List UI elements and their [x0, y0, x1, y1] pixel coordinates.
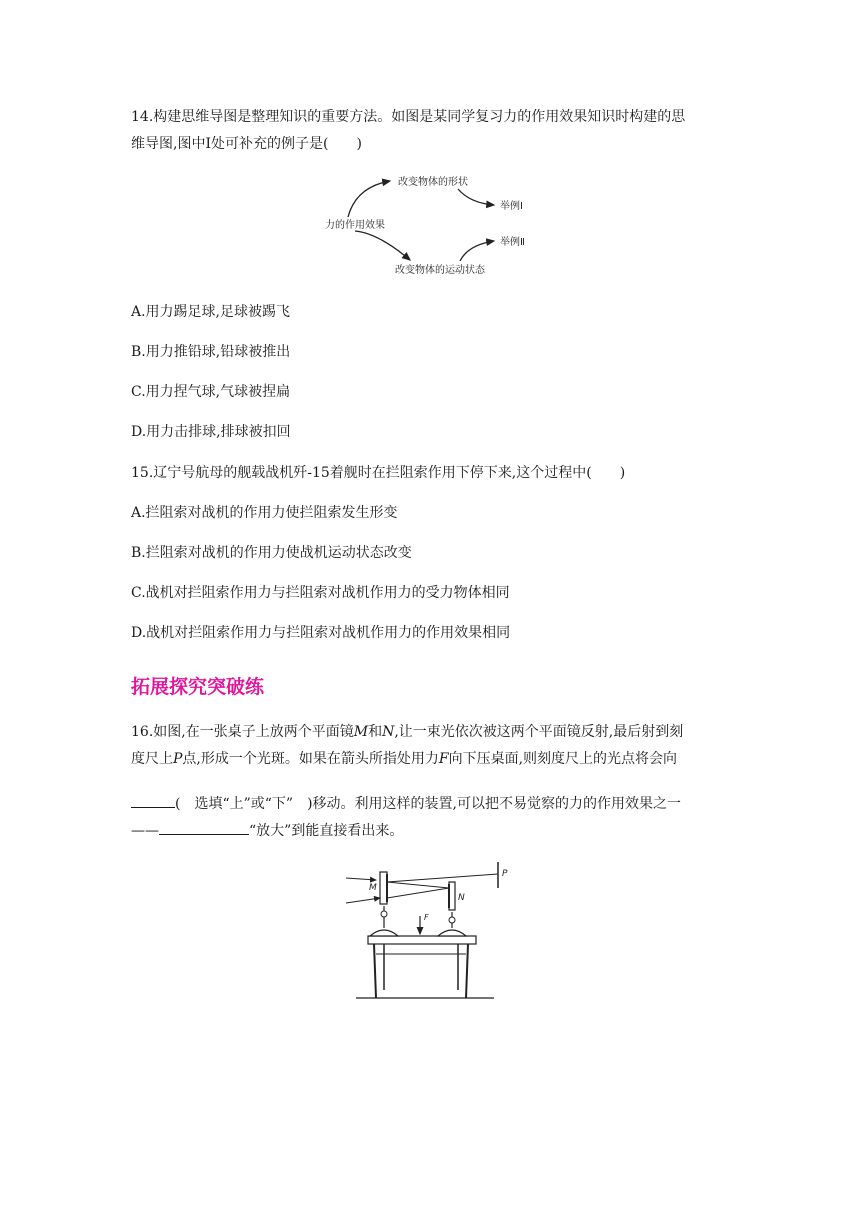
diagram-arrow-top-to-example: [458, 189, 494, 205]
q16-text: 点,形成一个光斑。如果在箭头所指处用力: [182, 751, 439, 767]
reflected-ray-3: [387, 874, 498, 882]
table-top: [368, 936, 476, 944]
answer-blank-1[interactable]: [131, 791, 175, 808]
q16-text: 和: [368, 724, 383, 740]
q16-var-n: N: [382, 724, 395, 740]
diagram-arrow-bottom-to-example: [460, 241, 494, 261]
diagram-arrow-root-to-top: [348, 181, 390, 217]
q16-var-m: M: [353, 724, 369, 740]
table-leg: [374, 944, 376, 998]
q14-stem-line1: 14.构建思维导图是整理知识的重要方法。如图是某同学复习力的作用效果知识时构建的思: [131, 109, 686, 125]
q16-stem-line1: [131, 722, 683, 742]
reflected-ray-2: [387, 882, 449, 888]
q15-option-b: B.拦阻索对战机的作用力使战机运动状态改变: [131, 545, 412, 561]
mirror-m: [380, 872, 387, 904]
q15-option-c: C.战机对拦阻索作用力与拦阻索对战机作用力的受力物体相同: [131, 585, 510, 601]
answer-blank-2[interactable]: [159, 818, 249, 835]
q16-text: ( 选填“上”或“下” )移动。利用这样的装置,可以把不易觉察的力的作用效果之一: [175, 796, 682, 812]
reflected-ray-1: [387, 888, 449, 898]
q14-option-b: B.用力推铅球,铅球被推出: [131, 344, 291, 360]
diagram-branch-bottom-label: 改变物体的运动状态: [395, 265, 485, 276]
q16-stem-line4: [131, 818, 403, 841]
q14-option-a: A.用力踢足球,足球被踢飞: [131, 304, 291, 320]
q14-option-d: D.用力击排球,排球被扣回: [131, 424, 291, 440]
label-f: F: [424, 913, 429, 922]
label-p: P: [502, 869, 508, 879]
diagram-example-bottom-label: 举例Ⅱ: [500, 237, 525, 248]
q16-text: 度尺上: [131, 751, 173, 767]
q16-stem-line2: [131, 749, 677, 769]
incident-light-ray: [346, 898, 380, 903]
q16-text: ——: [131, 823, 159, 839]
section-heading: 拓展探究突破练: [131, 676, 265, 698]
q16-text: 16.如图,在一张桌子上放两个平面镜: [131, 724, 354, 740]
q14-mind-map-diagram: [300, 165, 560, 285]
q16-text: “放大”到能直接看出来。: [249, 823, 404, 839]
diagram-branch-top-label: 改变物体的形状: [398, 177, 468, 188]
q16-text: 向下压桌面,则刻度尺上的光点将会向: [448, 751, 678, 767]
q15-option-d: D.战机对拦阻索作用力与拦阻索对战机作用力的作用效果相同: [131, 625, 511, 641]
diagram-example-top-label: 举例Ⅰ: [500, 201, 523, 212]
diagram-root-label: 力的作用效果: [325, 220, 385, 231]
mirror-m-base: [370, 930, 398, 936]
q16-stem-line3: [131, 791, 681, 814]
q15-stem: 15.辽宁号航母的舰载战机歼-15着舰时在拦阻索作用下停下来,这个过程中( ): [131, 465, 626, 481]
label-n: N: [458, 893, 465, 903]
table-leg: [466, 944, 468, 998]
input-ray-arrow: [346, 878, 376, 880]
q14-option-c: C.用力捏气球,气球被捏扁: [131, 384, 291, 400]
mirror-n-knob: [449, 917, 455, 923]
q16-var-f: F: [438, 751, 449, 767]
mirror-m-knob: [381, 911, 387, 917]
q16-mirror-apparatus-figure: [340, 858, 510, 1003]
diagram-arrow-root-to-bottom: [355, 231, 410, 260]
q16-var-p: P: [173, 751, 183, 767]
q15-option-a: A.拦阻索对战机的作用力使拦阻索发生形变: [131, 505, 398, 521]
mirror-n-base: [438, 930, 466, 936]
q14-stem-line2: 维导图,图中Ⅰ处可补充的例子是( ): [131, 136, 362, 152]
q16-text: ,让一束光依次被这两个平面镜反射,最后射到刻: [394, 724, 684, 740]
label-m: M: [369, 883, 377, 893]
